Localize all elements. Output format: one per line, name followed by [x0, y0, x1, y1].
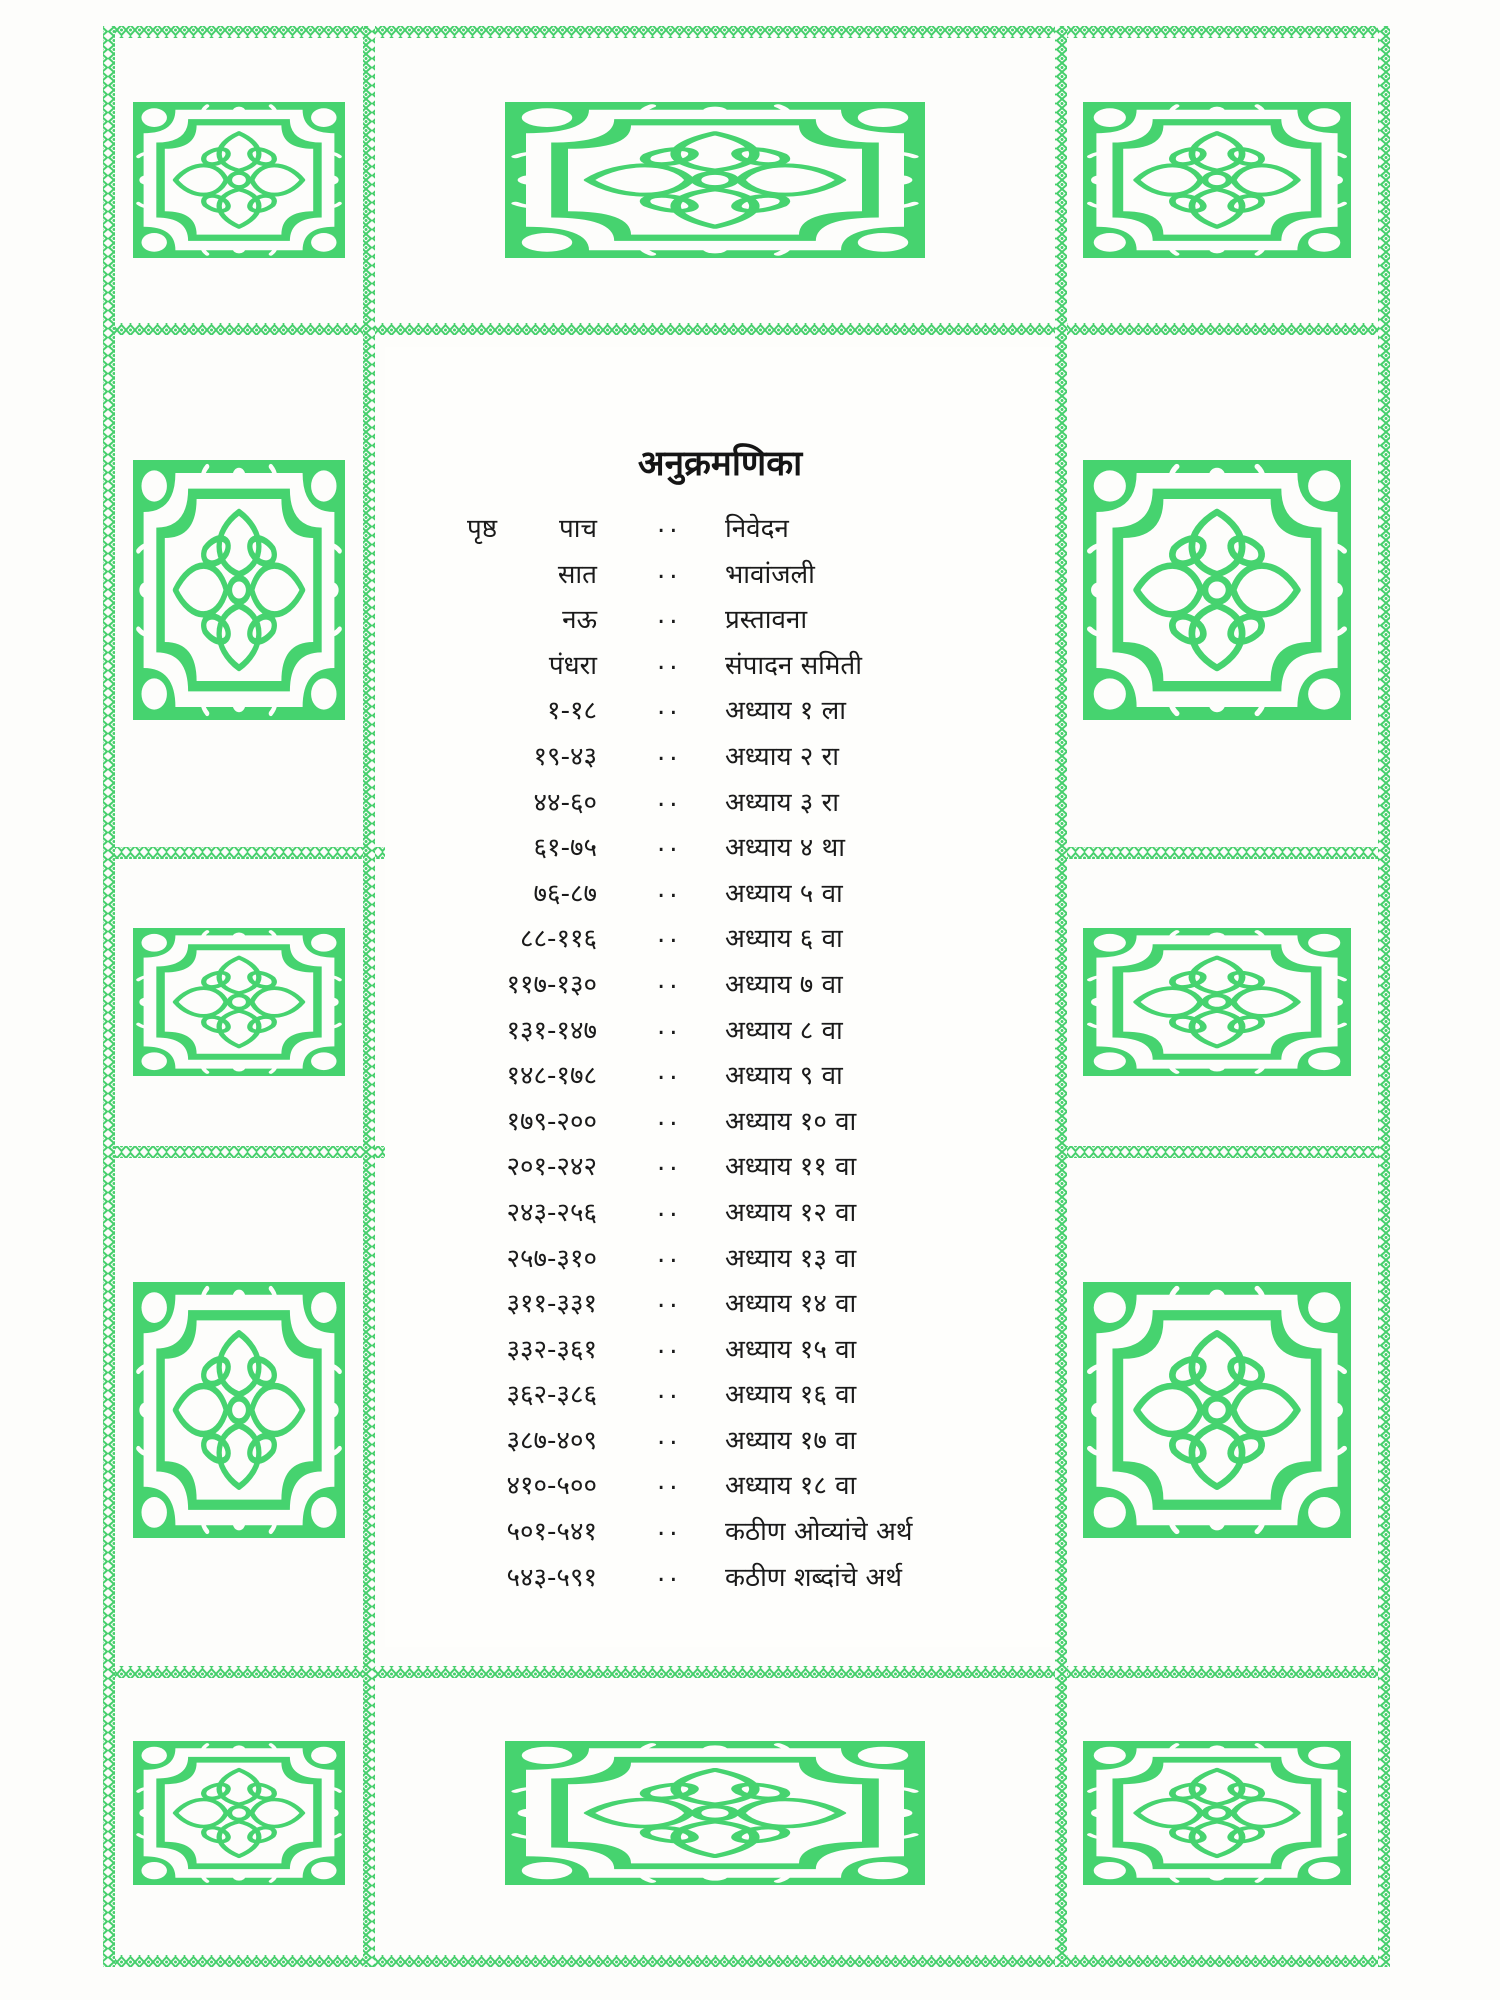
toc-row — [385, 1558, 1055, 1604]
toc-entry-title: अध्याय ५ वा — [725, 878, 843, 909]
toc-title: अनुक्रमणिका — [637, 444, 803, 484]
toc-row — [385, 1421, 1055, 1467]
toc-entry-title: अध्याय ८ वा — [725, 1015, 843, 1046]
toc-page-range: पंधरा — [548, 650, 597, 681]
toc-page-range: १९-४३ — [533, 741, 597, 772]
toc-row — [385, 1239, 1055, 1285]
toc-page-range: ७६-८७ — [533, 878, 597, 909]
toc-entry-title: अध्याय ९ वा — [725, 1061, 843, 1092]
toc-row — [385, 509, 1055, 555]
toc-entry-title: निवेदन — [725, 514, 789, 544]
toc-separator: .. — [657, 1101, 682, 1132]
toc-separator: .. — [657, 645, 682, 676]
toc-separator: .. — [657, 1056, 682, 1087]
toc-page-range: १४८-१७८ — [506, 1061, 597, 1092]
toc-page-range: ८८-११६ — [520, 924, 597, 955]
toc-page-range: सात — [557, 559, 597, 590]
toc-separator: .. — [657, 1147, 682, 1178]
toc-separator: .. — [657, 554, 682, 585]
toc-page-range: ३८७-४०९ — [506, 1425, 597, 1456]
toc-row — [385, 828, 1055, 874]
toc-page-range: ३३२-३६१ — [506, 1334, 597, 1365]
toc-row — [385, 1056, 1055, 1102]
toc-page-range: २०१-२४२ — [506, 1152, 597, 1183]
toc-entry-title: अध्याय १५ वा — [725, 1334, 857, 1365]
toc-separator: .. — [657, 919, 682, 950]
toc-panel — [385, 347, 1055, 1647]
toc-row — [385, 919, 1055, 965]
toc-separator: .. — [657, 1512, 682, 1543]
toc-row — [385, 1193, 1055, 1239]
toc-separator: .. — [657, 1192, 682, 1223]
toc-entry-title: अध्याय ७ वा — [725, 969, 843, 1000]
toc-entry-title: अध्याय ३ रा — [725, 787, 839, 818]
toc-entry-title: अध्याय ४ था — [725, 833, 845, 864]
toc-page-range: १-१८ — [547, 696, 597, 727]
toc-entry-title: अध्याय २ रा — [725, 741, 839, 772]
toc-page-range: ५०१-५४१ — [506, 1517, 597, 1548]
toc-entry-title: अध्याय १२ वा — [725, 1197, 857, 1228]
toc-separator: .. — [657, 1238, 682, 1269]
toc-separator: .. — [657, 691, 682, 722]
toc-page-range: नऊ — [562, 605, 597, 636]
toc-entry-title: अध्याय ६ वा — [725, 924, 843, 955]
toc-row — [385, 1375, 1055, 1421]
toc-row — [385, 646, 1055, 692]
toc-row — [385, 1011, 1055, 1057]
toc-page-range: २४३-२५६ — [506, 1197, 597, 1228]
page-prefix: पृष्ठ — [467, 514, 498, 544]
toc-row — [385, 691, 1055, 737]
toc-row — [385, 1147, 1055, 1193]
toc-page-range: ४४-६० — [533, 787, 597, 818]
toc-separator: .. — [657, 828, 682, 859]
toc-row — [385, 783, 1055, 829]
toc-row — [385, 555, 1055, 601]
toc-separator: .. — [657, 1010, 682, 1041]
toc-row — [385, 600, 1055, 646]
toc-separator: .. — [657, 1557, 682, 1588]
toc-row — [385, 737, 1055, 783]
toc-separator: .. — [657, 509, 682, 539]
toc-entry-title: संपादन समिती — [725, 650, 862, 681]
toc-entry-title: अध्याय १७ वा — [725, 1425, 857, 1456]
toc-entry-title: अध्याय १३ वा — [725, 1243, 857, 1274]
toc-page-range: २५७-३१० — [506, 1243, 597, 1274]
toc-row — [385, 1512, 1055, 1558]
toc-entry-title: कठीण ओव्यांचे अर्थ — [725, 1517, 913, 1548]
toc-separator: .. — [657, 1420, 682, 1451]
toc-entry-title: अध्याय ११ वा — [725, 1152, 857, 1183]
toc-separator: .. — [657, 964, 682, 995]
toc-entry-title: प्रस्तावना — [725, 605, 808, 636]
toc-page-range: ३६२-३८६ — [506, 1380, 597, 1411]
toc-entry-title: अध्याय १४ वा — [725, 1289, 857, 1320]
toc-separator: .. — [657, 1284, 682, 1315]
toc-row — [385, 874, 1055, 920]
toc-separator: .. — [657, 1466, 682, 1497]
toc-row — [385, 1102, 1055, 1148]
toc-entry-title: अध्याय १६ वा — [725, 1380, 857, 1411]
toc-page-range: ११७-१३० — [506, 969, 597, 1000]
toc-row — [385, 1466, 1055, 1512]
toc-entry-title: अध्याय १० वा — [725, 1106, 857, 1137]
toc-row — [385, 965, 1055, 1011]
toc-row — [385, 1330, 1055, 1376]
toc-separator: .. — [657, 782, 682, 813]
toc-entry-title: कठीण शब्दांचे अर्थ — [725, 1562, 903, 1593]
toc-page-range: ३११-३३१ — [506, 1289, 597, 1320]
toc-separator: .. — [657, 736, 682, 767]
toc-separator: .. — [657, 1375, 682, 1406]
toc-page-range: ४१०-५०० — [506, 1471, 597, 1502]
toc-page-range: १७९-२०० — [506, 1106, 597, 1137]
toc-page-range: १३१-१४७ — [506, 1015, 597, 1046]
toc-page-range: ६१-७५ — [533, 833, 597, 864]
toc-entry-title: भावांजली — [725, 559, 815, 590]
toc-separator: .. — [657, 1329, 682, 1360]
toc-page-range: पाच — [558, 514, 597, 544]
toc-entry-title: अध्याय १ ला — [725, 696, 846, 727]
toc-page-range: ५४३-५९१ — [506, 1562, 597, 1593]
toc-row — [385, 1284, 1055, 1330]
toc-separator: .. — [657, 873, 682, 904]
toc-list — [385, 509, 1055, 1603]
toc-separator: .. — [657, 600, 682, 631]
toc-entry-title: अध्याय १८ वा — [725, 1471, 857, 1502]
